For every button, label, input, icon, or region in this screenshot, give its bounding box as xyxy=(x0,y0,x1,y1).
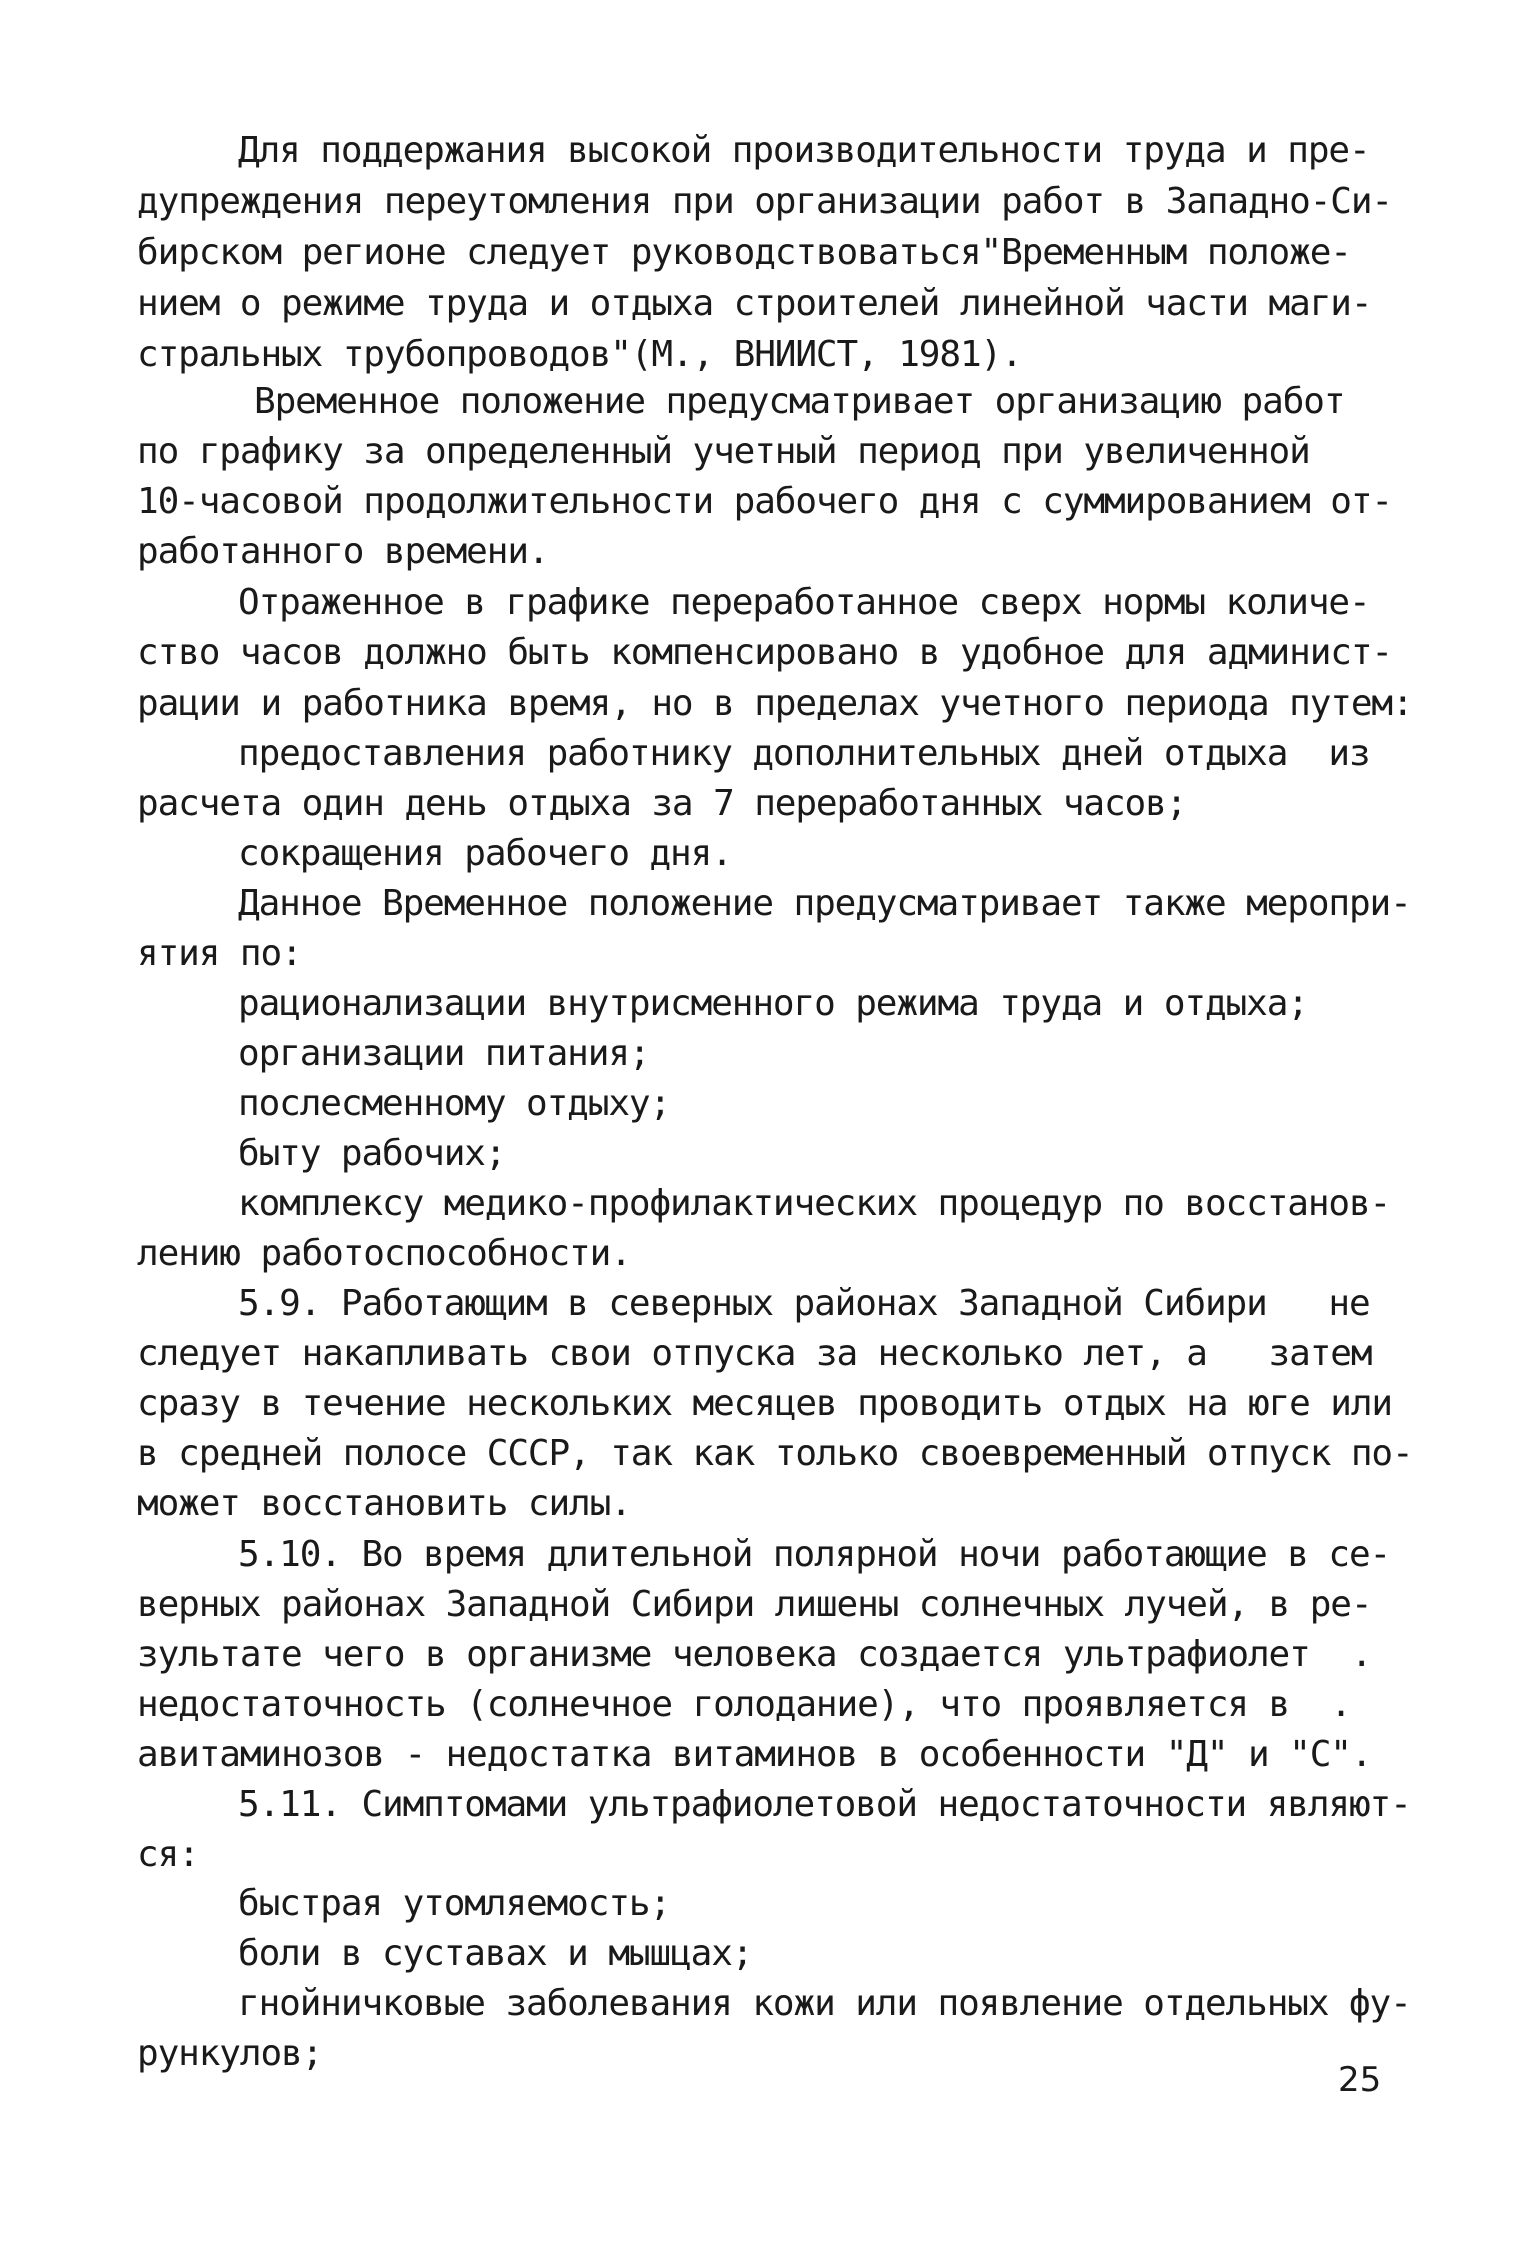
text-line: Отраженное в графике переработанное сверх нормы количе- xyxy=(238,582,1370,623)
text-line: расчета один день отдыха за 7 переработанных часов; xyxy=(137,783,1187,824)
text-line: ся: xyxy=(137,1834,199,1875)
text-line: Для поддержания высокой производительности труда и пре- xyxy=(238,130,1370,171)
text-line: верных районах Западной Сибири лишены солнечных лучей, в ре- xyxy=(137,1584,1372,1625)
text-line: дупреждения переутомления при организации работ в Западно-Си- xyxy=(137,181,1393,222)
list-item: комплексу медико-профилактических процедур по восстанов- xyxy=(238,1183,1391,1224)
text-line: 5.11. Симптомами ультрафиолетовой недостаточности являют- xyxy=(238,1784,1411,1825)
text-line: нием о режиме труда и отдыха строителей линейной части маги- xyxy=(137,283,1372,324)
text-line: Данное Временное положение предусматривает также меропри- xyxy=(238,883,1411,924)
list-item: предоставления работнику дополнительных дней отдыха из xyxy=(238,733,1370,774)
text-line: зультате чего в организме человека создается ультрафиолет . xyxy=(137,1634,1372,1675)
text-line: авитаминозов - недостатка витаминов в особенности "Д" и "С". xyxy=(137,1734,1372,1775)
list-item: гнойничковые заболевания кожи или появление отдельных фу- xyxy=(238,1983,1411,2024)
list-item: организации питания; xyxy=(238,1033,650,1074)
text-line: лению работоспособности. xyxy=(137,1233,631,1274)
text-line: сразу в течение нескольких месяцев проводить отдых на юге или xyxy=(137,1383,1393,1424)
text-line: работанного времени. xyxy=(137,531,549,572)
text-line: может восстановить силы. xyxy=(137,1483,631,1524)
list-item: послесменному отдыху; xyxy=(238,1083,671,1124)
text-line: 5.10. Во время длительной полярной ночи работающие в се- xyxy=(238,1534,1391,1575)
text-line: ство часов должно быть компенсировано в удобное для админист- xyxy=(137,632,1393,673)
text-line: рункулов; xyxy=(137,2033,323,2074)
text-line: недостаточность (солнечное голодание), что проявляется в . xyxy=(137,1684,1351,1725)
text-line: Временное положение предусматривает организацию работ xyxy=(254,381,1345,422)
list-item: рационализации внутрисменного режима труда и отдыха; xyxy=(238,983,1308,1024)
list-item: боли в суставах и мышцах; xyxy=(238,1933,753,1974)
text-line: по графику за определенный учетный период при увеличенной xyxy=(137,431,1310,472)
list-item: сокращения рабочего дня. xyxy=(238,833,732,874)
text-line: 10-часовой продолжительности рабочего дня с суммированием от- xyxy=(137,481,1393,522)
text-line: рации и работника время, но в пределах учетного периода путем: xyxy=(137,683,1413,724)
text-line: стральных трубопроводов"(М., ВНИИСТ, 1981). xyxy=(137,334,1022,375)
text-line: ятия по: xyxy=(137,933,302,974)
text-line: в средней полосе СССР, так как только своевременный отпуск по- xyxy=(137,1433,1413,1474)
text-line: следует накапливать свои отпуска за несколько лет, а затем xyxy=(137,1333,1372,1374)
list-item: быстрая утомляемость; xyxy=(238,1883,671,1924)
text-line: бирском регионе следует руководствоваться"Временным положе- xyxy=(137,232,1351,273)
text-line: 5.9. Работающим в северных районах Западной Сибири не xyxy=(238,1283,1370,1324)
list-item: быту рабочих; xyxy=(238,1133,506,1174)
page-number: 25 xyxy=(1338,2060,1382,2100)
